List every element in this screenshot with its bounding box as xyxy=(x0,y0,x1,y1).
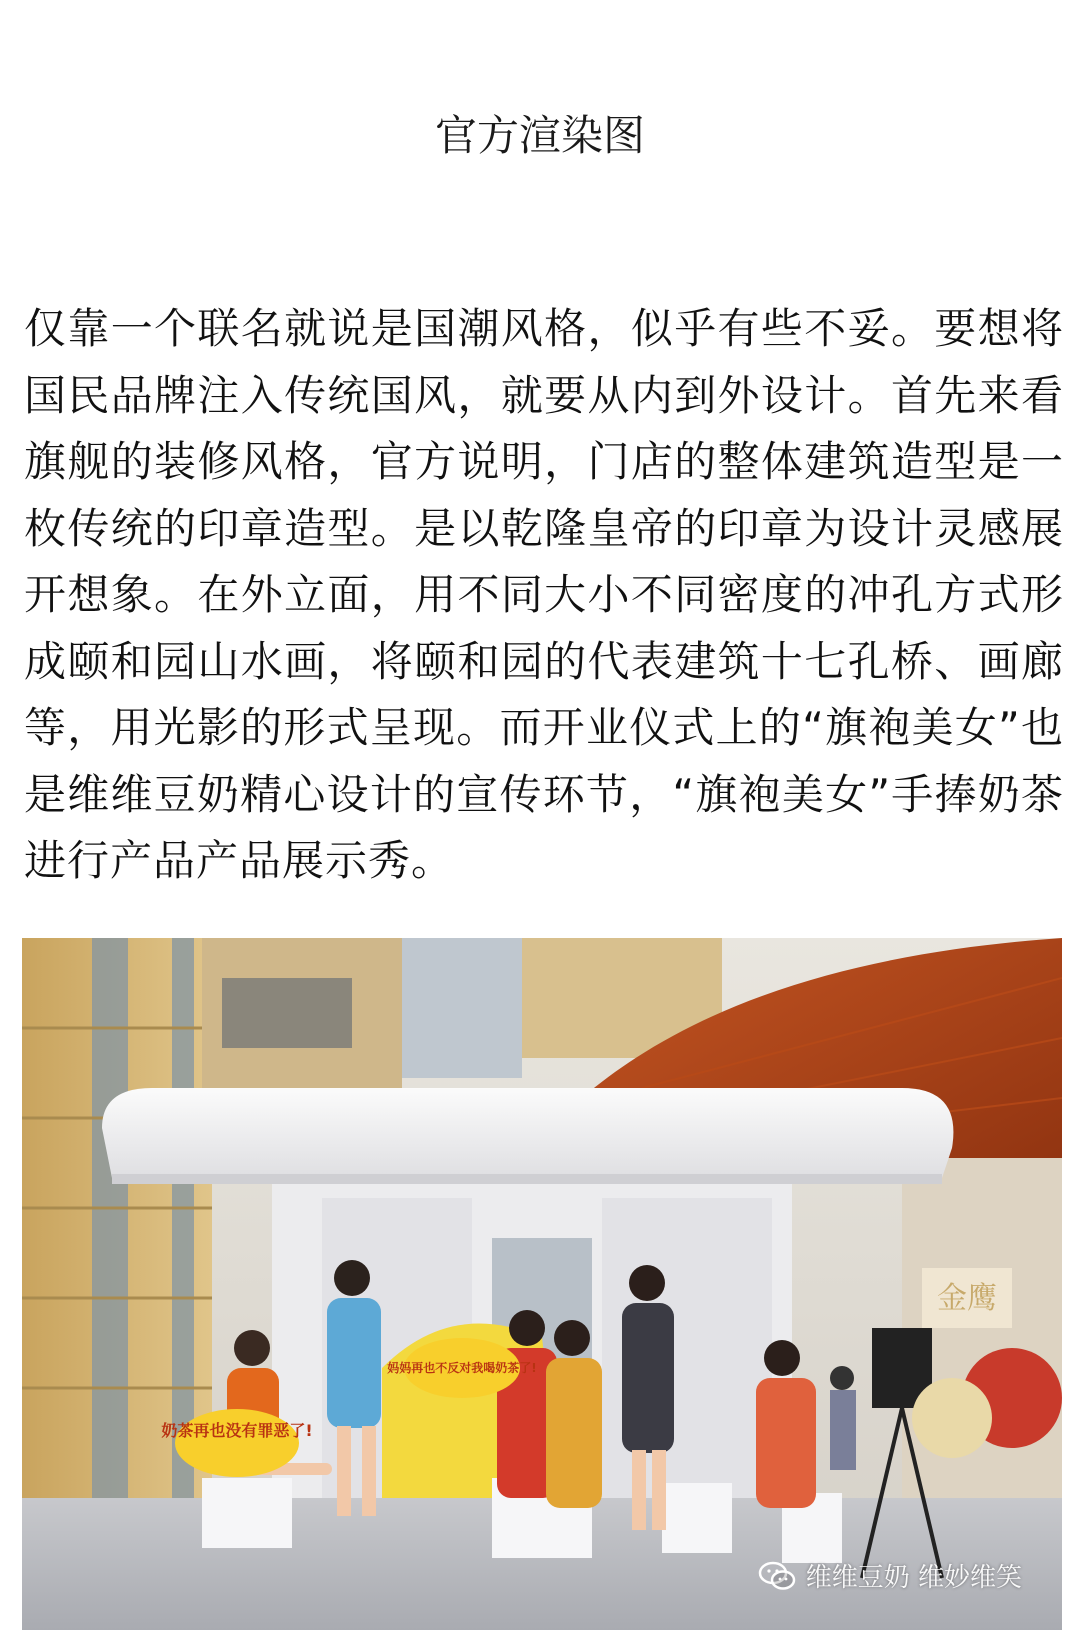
article-paragraph: 仅靠一个联名就说是国潮风格，似乎有些不妥。要想将国民品牌注入传统国风，就要从内到外设计。首先来看旗舰的装修风格，官方说明，门店的整体建筑造型是一枚传统的印章造型。是以乾隆皇帝的印章为设计灵感展开想象。在外立面，用不同大小不同密度的冲孔方式形成颐和园山水画，将颐和园的代表建筑十七孔桥、画廊等，用光影的形式呈现。而开业仪式上的“旗袍美女”也是维维豆奶精心设计的宣传环节，“旗袍美女”手捧奶茶进行产品产品展示秀。 xyxy=(24,304,1064,885)
sign-left-text: 奶茶再也没有罪恶了! xyxy=(161,1421,313,1440)
sign-center-text: 妈妈再也不反对我喝奶茶了! xyxy=(387,1361,537,1375)
watermark-text: 维维豆奶 维妙维笑 xyxy=(805,1563,1022,1593)
storefront-photo xyxy=(22,938,1062,1630)
watermark xyxy=(758,1557,1022,1594)
store-sign-text: 金鹰 xyxy=(937,1281,997,1316)
image-caption: 官方渲染图 xyxy=(434,111,645,160)
wechat-icon xyxy=(758,1561,796,1591)
